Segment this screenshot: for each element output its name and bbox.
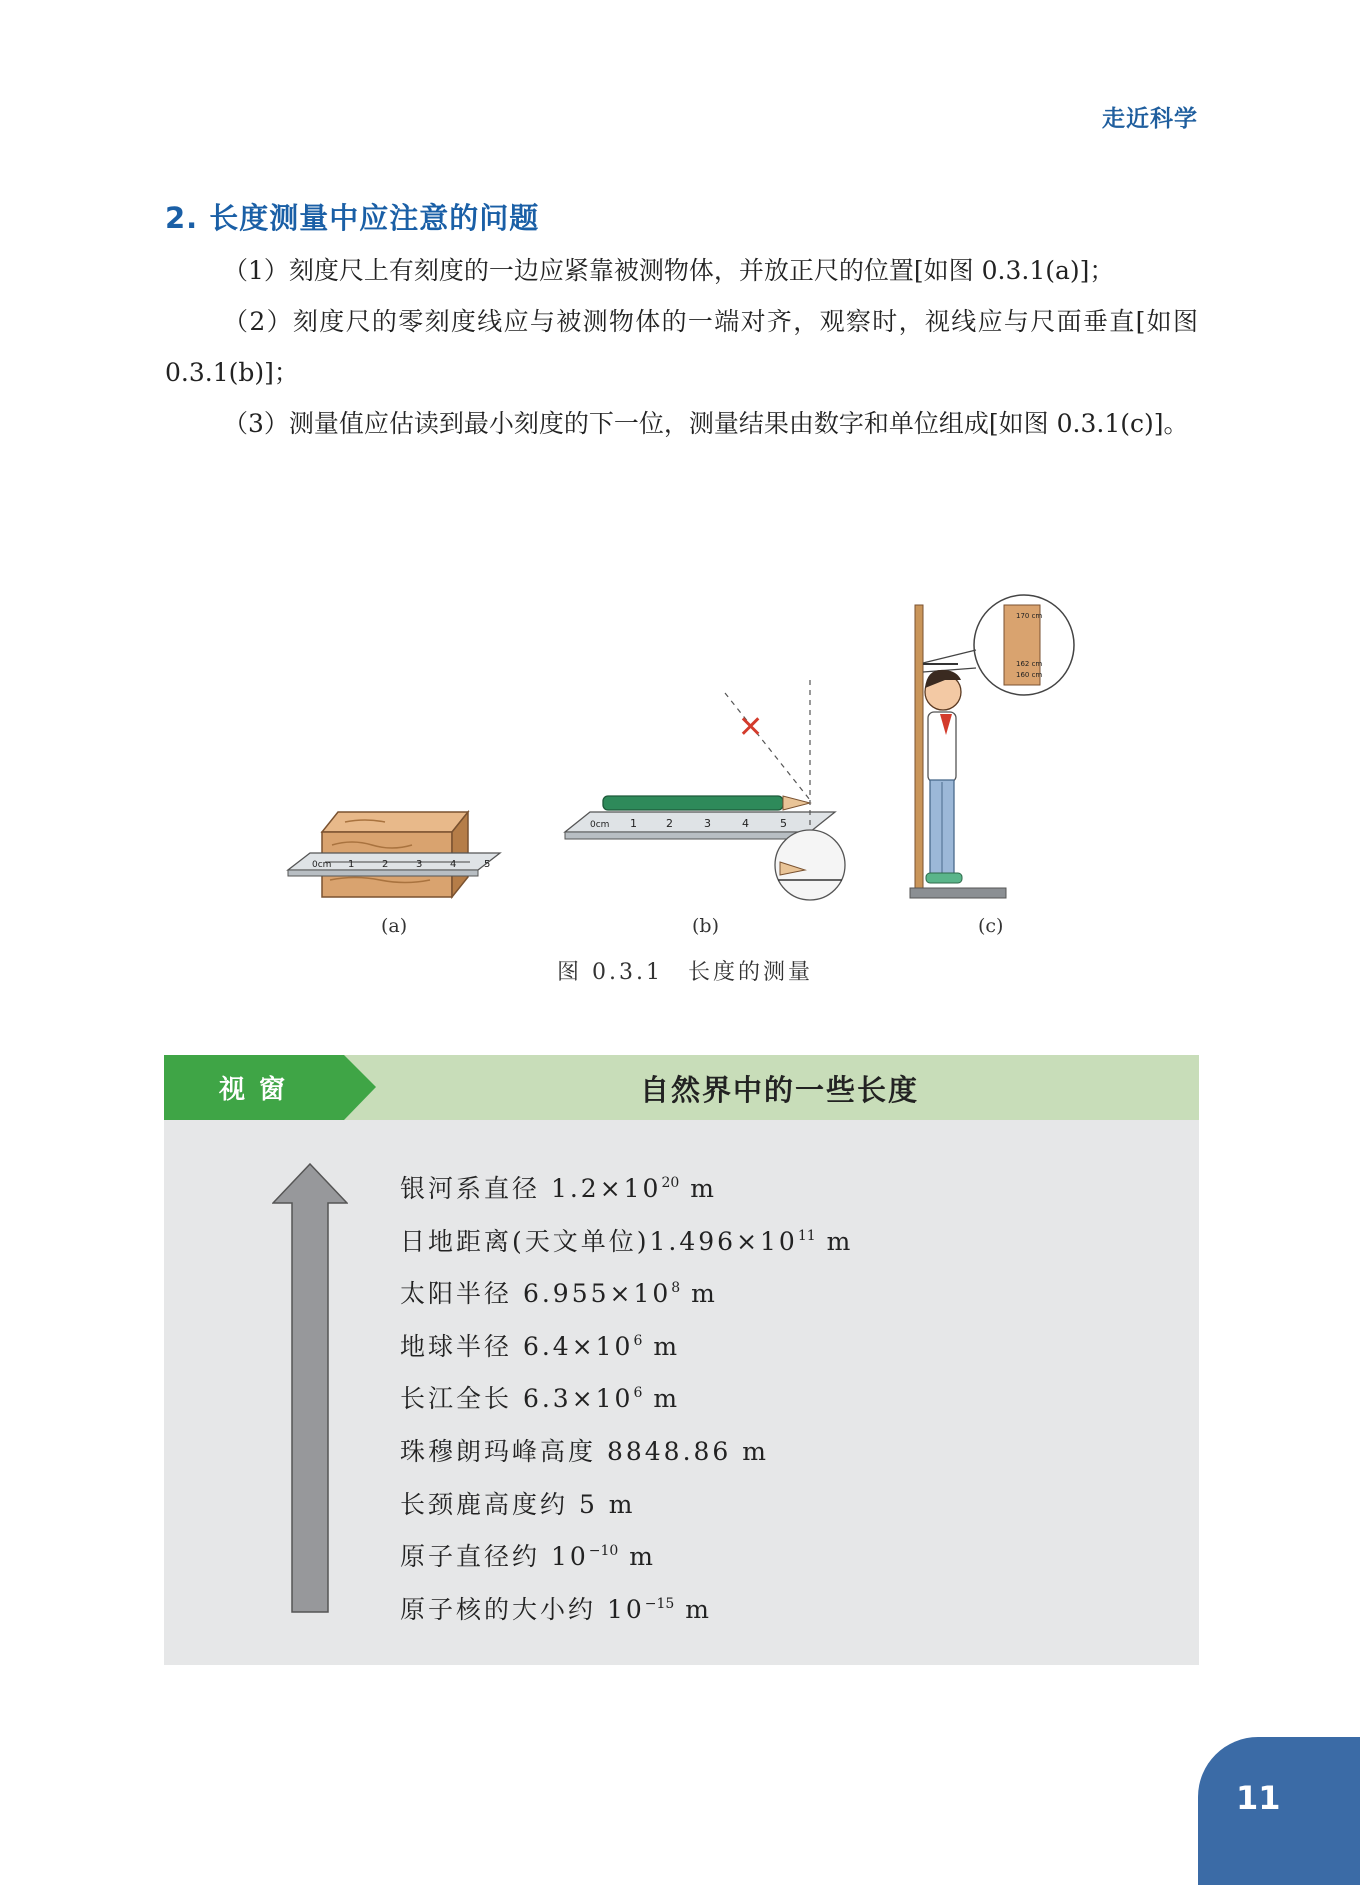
list-item: 珠穆朗玛峰高度 8848.86 m <box>400 1436 769 1466</box>
list-item: 长江全长 $6.3\times 10^6$ m <box>400 1384 681 1414</box>
ruler-b-tick-1: 1 <box>630 817 637 830</box>
list-item: 长颈鹿高度约 5 m <box>400 1489 636 1519</box>
list-item: 原子直径约 $10^{-10}$ m <box>400 1542 656 1572</box>
ruler-a-tick-4: 4 <box>450 859 457 870</box>
wrong-mark-icon: ✕ <box>738 710 764 745</box>
ruler-a-tick-2: 2 <box>382 859 389 870</box>
ruler-b-tick-2: 2 <box>666 817 673 830</box>
ruler-a-tick-1: 1 <box>348 859 355 870</box>
figure-label-c: (c) <box>978 915 1004 937</box>
window-title: 自然界中的一些长度 <box>640 1073 920 1107</box>
body-text <box>165 245 1198 449</box>
list-item: 原子核的大小约 $10^{-15}$ m <box>400 1594 712 1624</box>
ruler-a-tick-5: 5 <box>484 859 491 870</box>
list-item: 日地距离(天文单位)$1.496\times 10^{11}$ m <box>400 1226 854 1256</box>
ruler-b-tick-0: 0cm <box>590 820 610 830</box>
figure-caption: 图 0.3.1 长度的测量 <box>557 960 813 985</box>
ruler-b-tick-5: 5 <box>780 817 787 830</box>
page-number: 11 <box>1236 1779 1281 1817</box>
section-title: 2. 长度测量中应注意的问题 <box>165 201 540 235</box>
ruler-a-tick-0: 0cm <box>312 860 332 870</box>
pencil-ruler-illustration <box>565 680 845 900</box>
wood-block-illustration <box>288 812 500 897</box>
length-list <box>400 1163 853 1636</box>
zoom-label-160: 160 cm <box>1016 671 1043 679</box>
measurement-illustrations <box>0 590 1360 1000</box>
paragraph-2: （2）刻度尺的零刻度线应与被测物体的一端对齐，观察时，视线应与尺面垂直[如图 0.3.1(b)]； <box>165 307 1198 387</box>
paragraph-3: （3）测量值应估读到最小刻度的下一位，测量结果由数字和单位组成[如图 0.3.1(c)]。 <box>223 409 1189 438</box>
list-item: 地球半径 $6.4\times 10^6$ m <box>400 1331 681 1361</box>
figure-label-a: (a) <box>381 915 408 937</box>
up-arrow-icon <box>272 1163 348 1613</box>
window-tag-text: 视窗 <box>219 1075 300 1105</box>
zoom-label-162: 162 cm <box>1016 660 1043 668</box>
height-measure-illustration <box>910 595 1074 898</box>
window-box <box>164 1055 1199 1665</box>
list-item: 太阳半径 $6.955\times 10^8$ m <box>400 1279 718 1309</box>
list-item: 银河系直径 $1.2\times 10^{20}$ m <box>400 1174 717 1203</box>
running-head: 走近科学 <box>1102 106 1198 132</box>
paragraph-1: （1）刻度尺上有刻度的一边应紧靠被测物体，并放正尺的位置[如图 0.3.1(a)]； <box>223 256 1115 285</box>
page-number-tab <box>1198 1737 1360 1885</box>
ruler-a-tick-3: 3 <box>416 859 423 870</box>
window-header <box>164 1055 1199 1120</box>
ruler-b-tick-4: 4 <box>742 817 749 830</box>
ruler-b-tick-3: 3 <box>704 817 711 830</box>
figure-label-b: (b) <box>692 915 719 937</box>
zoom-label-170: 170 cm <box>1016 612 1043 620</box>
figure-0-3-1 <box>0 590 1360 1000</box>
